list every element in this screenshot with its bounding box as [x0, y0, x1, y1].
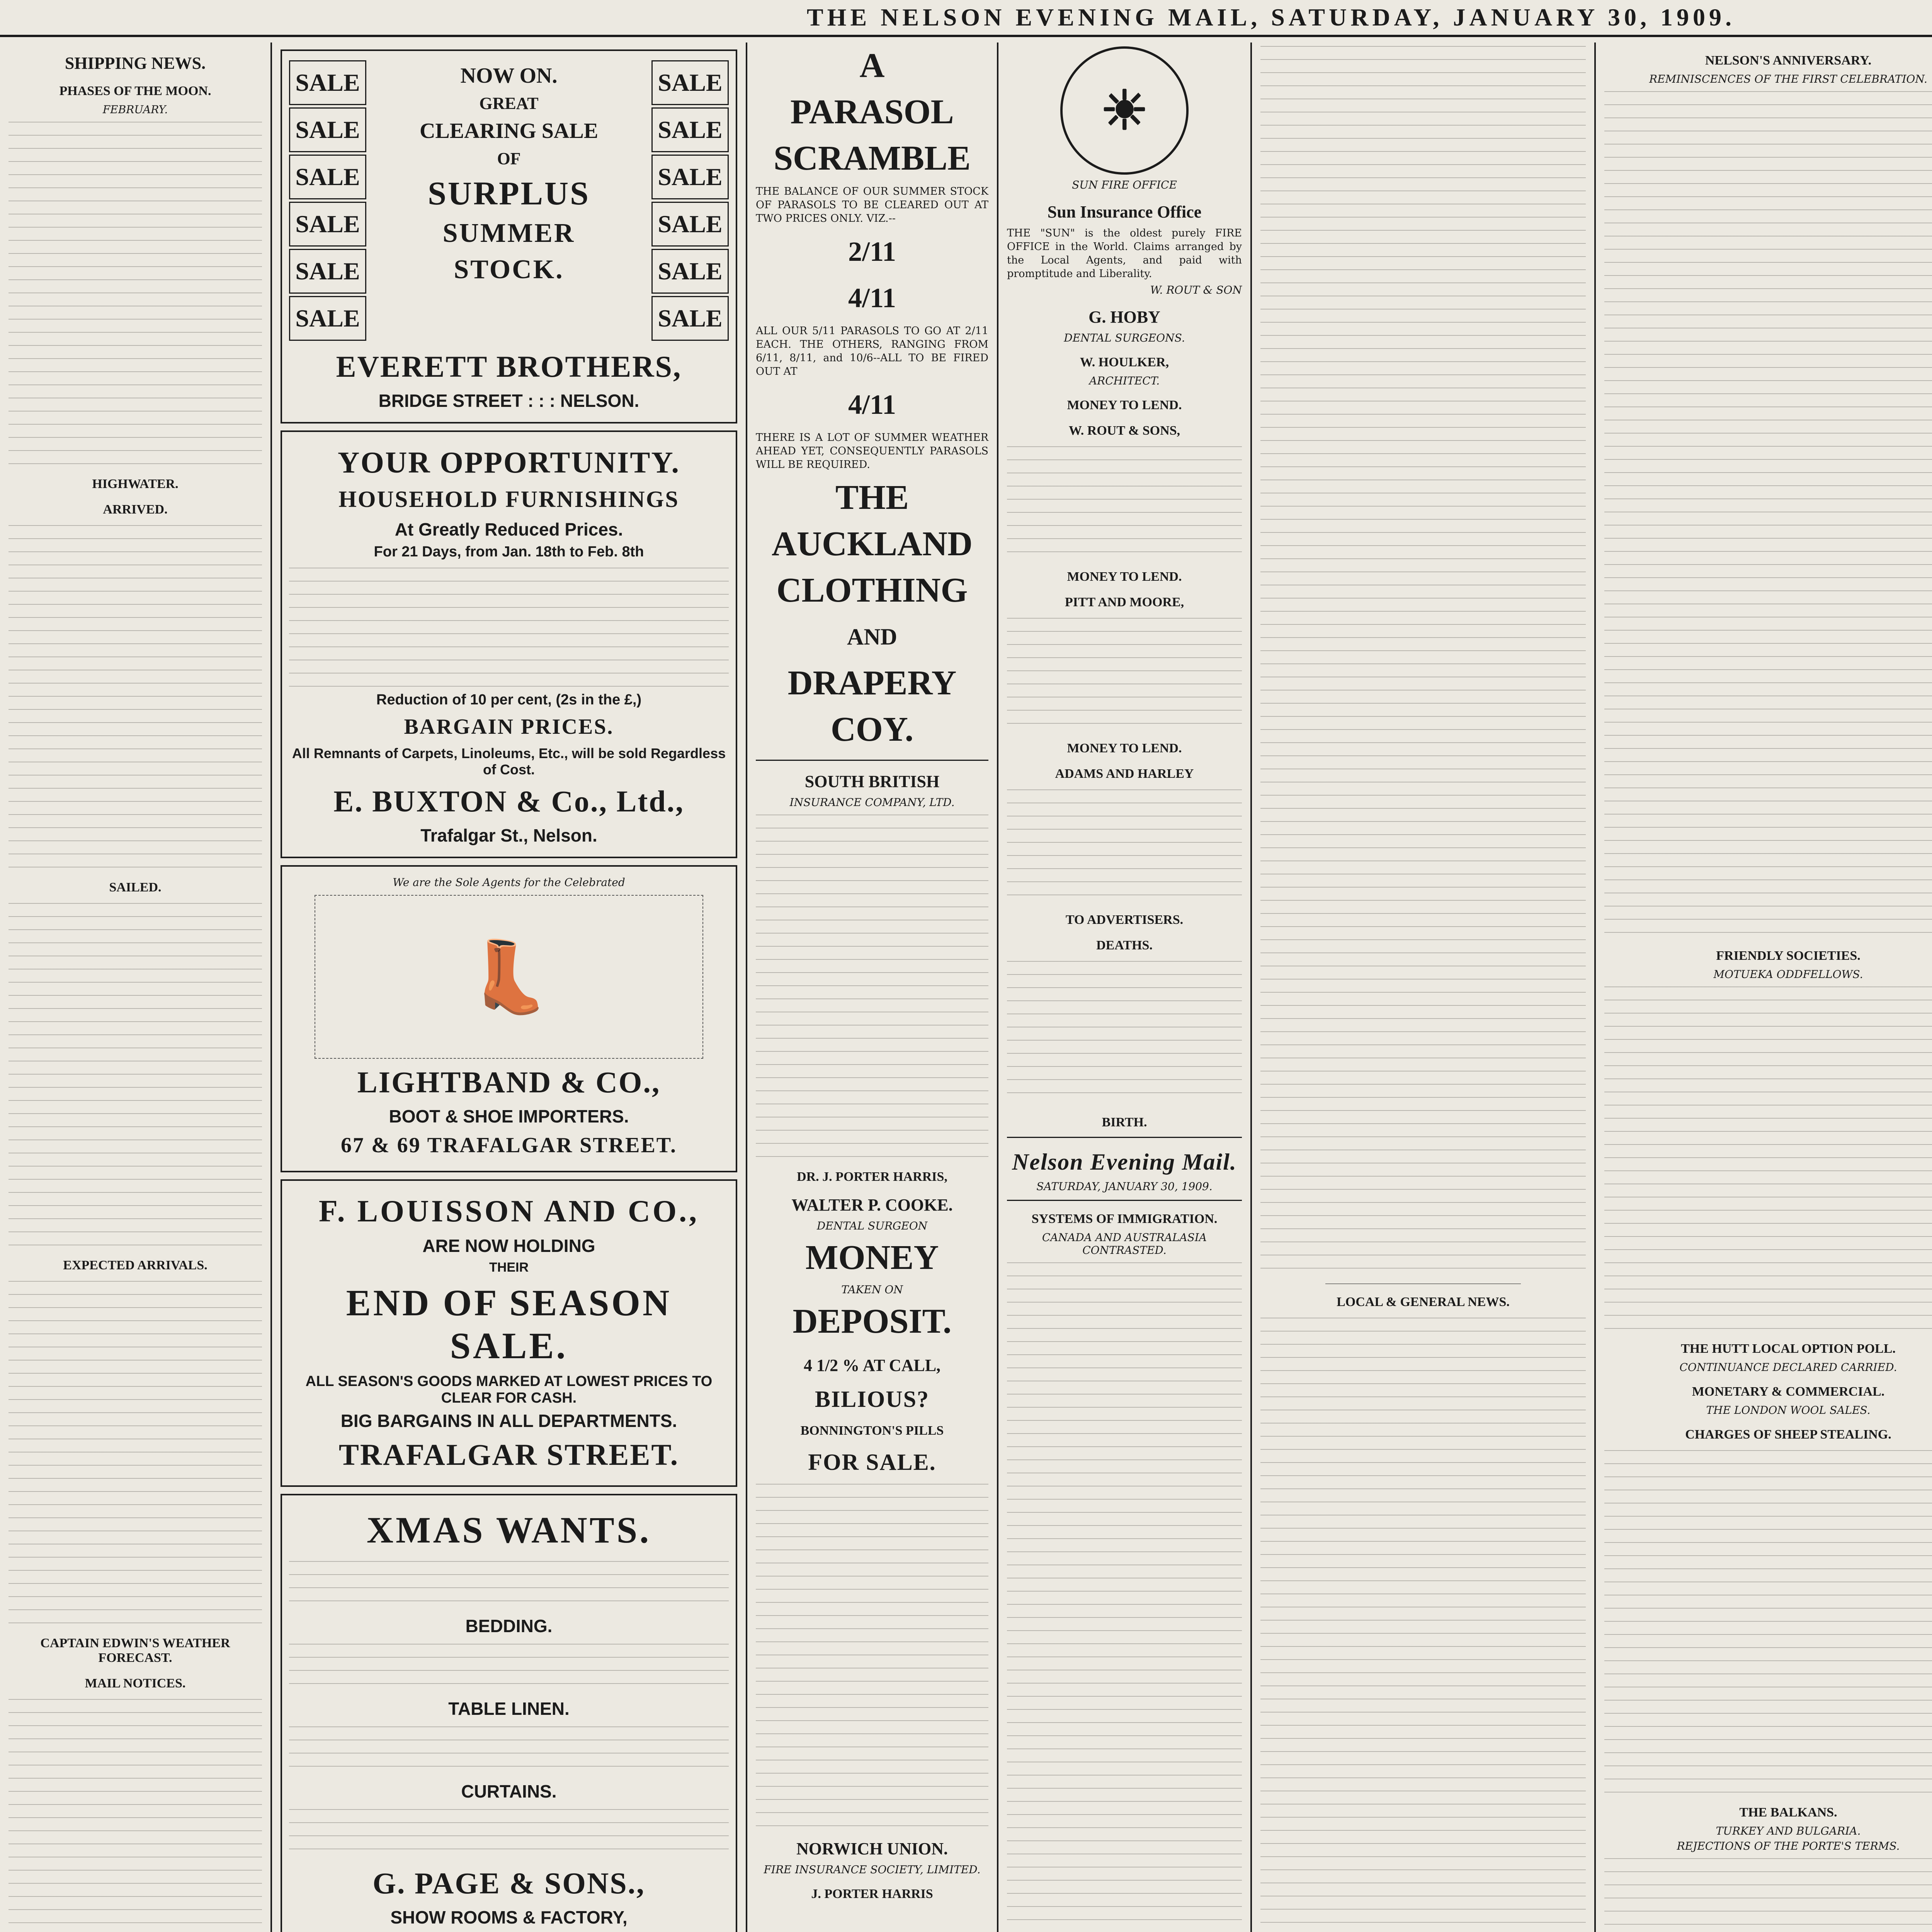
moon-month: FEBRUARY. — [102, 103, 168, 116]
price-1: 2/11 — [848, 236, 896, 267]
rejections: REJECTIONS OF THE PORTE'S TERMS. — [1677, 1840, 1900, 1852]
column-anniversary — [1596, 43, 1932, 1932]
money-lend-1: MONEY TO LEND. — [1067, 398, 1182, 412]
rout-text — [1007, 443, 1242, 559]
sale-ad — [281, 49, 737, 423]
curtains-text — [289, 1806, 729, 1860]
monetary-heading: MONETARY & COMMERCIAL. — [1692, 1384, 1885, 1399]
buxton-ad — [281, 430, 737, 858]
drapery: DRAPERY — [787, 664, 957, 702]
wool-sales: THE LONDON WOOL SALES. — [1706, 1404, 1871, 1417]
dental-surgeon: DENTAL SURGEON — [816, 1219, 928, 1232]
advertisers: TO ADVERTISERS. — [1065, 913, 1184, 927]
hoby: G. HOBY — [1088, 308, 1160, 327]
immigration-text — [1007, 1259, 1242, 1932]
anniversary-sub: REMINISCENCES OF THE FIRST CELEBRATION. — [1649, 73, 1927, 85]
price-3: 4/11 — [848, 389, 896, 420]
divider — [1007, 1200, 1242, 1201]
arrived-heading: ARRIVED. — [103, 502, 168, 517]
louisson-ad — [281, 1179, 737, 1487]
buxton: E. BUXTON & Co., Ltd., — [333, 784, 684, 818]
sale-word: SALE — [651, 60, 729, 105]
column-news — [1252, 43, 1596, 1932]
sheep-text — [1604, 1447, 1932, 1794]
turkey: TURKEY AND BULGARIA. — [1716, 1825, 1861, 1837]
issue-date: SATURDAY, JANUARY 30, 1909. — [1036, 1180, 1213, 1193]
parasol-body: THE BALANCE OF OUR SUMMER STOCK OF PARASOLS TO BE CLEARED OUT AT TWO PRICES ONLY. VIZ.-- — [756, 185, 988, 224]
motueka: MOTUEKA ODDFELLOWS. — [1713, 968, 1863, 981]
local-news-text — [1260, 1314, 1586, 1932]
clothing: CLOTHING — [776, 571, 968, 609]
now-holding: ARE NOW HOLDING — [422, 1236, 595, 1256]
sale-word: SALE — [651, 107, 729, 152]
sale-word: SALE — [651, 202, 729, 247]
column-adverts — [272, 43, 747, 1932]
lightband-addr: 67 & 69 TRAFALGAR STREET. — [341, 1133, 677, 1157]
walter-cooke: WALTER P. COOKE. — [791, 1196, 953, 1214]
deaths-text — [1007, 957, 1242, 1104]
hoby-sub: DENTAL SURGEONS. — [1064, 332, 1185, 344]
now-on: NOW ON. — [460, 64, 558, 88]
south-british: SOUTH BRITISH — [804, 772, 940, 791]
hutt-sub: CONTINUANCE DECLARED CARRIED. — [1679, 1361, 1897, 1374]
summer: SUMMER — [442, 218, 575, 248]
sale-word: SALE — [289, 60, 366, 105]
local-general-heading: LOCAL & GENERAL NEWS. — [1337, 1295, 1510, 1309]
insurance-text — [756, 811, 988, 1159]
rout-sons: W. ROUT & SONS, — [1068, 423, 1180, 438]
stock: STOCK. — [454, 255, 564, 284]
and: AND — [847, 624, 897, 650]
bilious: BILIOUS? — [815, 1386, 930, 1412]
sale-word: SALE — [651, 155, 729, 199]
masthead: THE NELSON EVENING MAIL, SATURDAY, JANUARY 30, 1909. — [0, 0, 1932, 37]
pitt-moore: PITT AND MOORE, — [1065, 595, 1184, 609]
clearing-sale: CLEARING SALE — [419, 119, 599, 143]
balkans-text — [1604, 1855, 1932, 1932]
remnants: All Remnants of Carpets, Linoleums, Etc., will be sold Regardless of Cost. — [292, 745, 726, 777]
rout-sign: W. ROUT & SON — [1150, 284, 1242, 296]
shipping-heading: SHIPPING NEWS. — [65, 54, 206, 73]
friendly-heading: FRIENDLY SOCIETIES. — [1716, 949, 1861, 963]
mail-logo: Nelson Evening Mail. — [1012, 1149, 1237, 1175]
taken-on: TAKEN ON — [841, 1283, 903, 1296]
sale-word: SALE — [651, 249, 729, 294]
adams-text — [1007, 786, 1242, 902]
big-bargains: BIG BARGAINS IN ALL DEPARTMENTS. — [340, 1411, 677, 1431]
houlker: W. HOULKER, — [1080, 355, 1169, 369]
mail-notices-heading: MAIL NOTICES. — [85, 1676, 186, 1690]
immigration-sub: CANADA AND AUSTRALASIA CONTRASTED. — [1042, 1231, 1207, 1257]
immigration-continued — [1260, 43, 1586, 1279]
money-lend-2: MONEY TO LEND. — [1067, 570, 1182, 584]
xmas: XMAS WANTS. — [366, 1509, 651, 1551]
sun-body: THE "SUN" is the oldest purely FIRE OFFICE in the World. Claims arranged by the Local Agents, and paid with promptitude and Liberality. — [1007, 227, 1242, 280]
surplus: SURPLUS — [428, 175, 590, 212]
end-season: END OF SEASON SALE. — [346, 1282, 672, 1366]
curtains: CURTAINS. — [461, 1781, 557, 1801]
for-sale-text — [756, 1480, 988, 1828]
sale-left-stack — [289, 58, 366, 343]
sheep-heading: CHARGES OF SHEEP STEALING. — [1685, 1427, 1891, 1442]
bedding-text — [289, 1640, 729, 1694]
deaths: DEATHS. — [1096, 938, 1153, 952]
anniversary-text — [1604, 88, 1932, 938]
parasol: PARASOL — [790, 93, 954, 131]
norwich-sub: FIRE INSURANCE SOCIETY, LIMITED. — [764, 1863, 981, 1876]
coy: COY. — [830, 710, 914, 748]
expected-arrivals-heading: EXPECTED ARRIVALS. — [63, 1258, 207, 1272]
buxton-text — [289, 564, 729, 688]
friendly-text — [1604, 983, 1932, 1331]
rate: 4 1/2 % AT CALL, — [803, 1356, 941, 1375]
deposit: DEPOSIT. — [793, 1302, 952, 1340]
column-editorial — [998, 43, 1252, 1932]
page-sub: SHOW ROOMS & FACTORY, — [390, 1907, 628, 1927]
sun-heading: Sun Insurance Office — [1047, 202, 1202, 221]
for-sale: FOR SALE. — [808, 1449, 936, 1475]
sailed-text — [9, 900, 262, 1247]
sale-word: SALE — [651, 296, 729, 341]
sun-fire-logo — [1060, 46, 1189, 175]
porter-harris: J. PORTER HARRIS — [811, 1887, 933, 1901]
parasol-body-3: THERE IS A LOT OF SUMMER WEATHER AHEAD YET, CONSEQUENTLY PARASOLS WILL BE REQUIRED. — [756, 432, 988, 471]
sun-icon: ☀ — [1100, 81, 1149, 141]
auckland: AUCKLAND — [771, 525, 973, 563]
price-2: 4/11 — [848, 282, 896, 313]
sale-word: SALE — [289, 296, 366, 341]
table-linen: TABLE LINEN. — [448, 1699, 570, 1719]
south-british-sub: INSURANCE COMPANY, LTD. — [789, 796, 955, 809]
hutt-heading: THE HUTT LOCAL OPTION POLL. — [1681, 1342, 1896, 1356]
xmas-text — [289, 1558, 729, 1612]
lightband: LIGHTBAND & CO., — [357, 1065, 661, 1099]
birth: BIRTH. — [1102, 1115, 1147, 1129]
money-lend-3: MONEY TO LEND. — [1067, 741, 1182, 755]
sale-word: SALE — [289, 249, 366, 294]
parasol-a: A — [859, 46, 885, 85]
pitt-text — [1007, 614, 1242, 730]
architect: ARCHITECT. — [1089, 374, 1160, 387]
scramble: SCRAMBLE — [773, 139, 971, 177]
divider — [1007, 1137, 1242, 1138]
trafalgar: TRAFALGAR STREET. — [338, 1438, 679, 1471]
moon-table-text — [9, 118, 262, 466]
their: THEIR — [489, 1260, 529, 1275]
all-goods: ALL SEASON'S GOODS MARKED AT LOWEST PRICES TO CLEAR FOR CASH. — [305, 1373, 713, 1406]
sailed-heading: SAILED. — [109, 880, 162, 895]
the: THE — [835, 478, 909, 517]
bonnington: BONNINGTON'S PILLS — [800, 1423, 944, 1438]
page-sons-ad — [281, 1494, 737, 1932]
buxton-addr: Trafalgar St., Nelson. — [420, 825, 597, 845]
louisson: F. LOUISSON AND CO., — [319, 1194, 699, 1228]
agents-line: We are the Sole Agents for the Celebrated — [393, 876, 625, 889]
of: OF — [497, 149, 521, 168]
weather-heading: CAPTAIN EDWIN'S WEATHER FORECAST. — [40, 1636, 230, 1665]
arrived-text — [9, 522, 262, 869]
immigration-heading: SYSTEMS OF IMMIGRATION. — [1031, 1212, 1218, 1226]
everett-addr: BRIDGE STREET : : : NELSON. — [378, 391, 639, 411]
lightband-sub: BOOT & SHOE IMPORTERS. — [389, 1106, 629, 1126]
reduced: At Greatly Reduced Prices. — [395, 519, 623, 539]
reduction: Reduction of 10 per cent, (2s in the £,) — [376, 692, 642, 708]
boot-icon: 👢 — [315, 895, 703, 1059]
dr-harris: DR. J. PORTER HARRIS, — [797, 1170, 947, 1184]
money: MONEY — [805, 1238, 939, 1277]
expected-text — [9, 1277, 262, 1625]
bargain: BARGAIN PRICES. — [404, 715, 614, 739]
sale-word: SALE — [289, 202, 366, 247]
parasol-body-2: ALL OUR 5/11 PARASOLS TO GO AT 2/11 EACH. THE OTHERS, RANGING FROM 6/11, 8/11, and 10/6--ALL TO BE FIRED OUT AT — [756, 325, 988, 378]
great: GREAT — [479, 94, 539, 113]
moon-phases-heading: PHASES OF THE MOON. — [59, 84, 211, 98]
everett: EVERETT BROTHERS, — [336, 350, 682, 383]
divider — [756, 760, 988, 761]
sale-word: SALE — [289, 107, 366, 152]
linen-text — [289, 1723, 729, 1777]
lightband-ad — [281, 865, 737, 1172]
days: For 21 Days, from Jan. 18th to Feb. 8th — [374, 544, 644, 560]
column-parasol — [747, 43, 998, 1932]
sale-main — [370, 58, 648, 343]
balkans-heading: THE BALKANS. — [1739, 1805, 1837, 1820]
page: G. PAGE & SONS., — [372, 1866, 645, 1900]
anniversary-heading: NELSON'S ANNIVERSARY. — [1705, 53, 1872, 68]
norwich: NORWICH UNION. — [796, 1839, 948, 1858]
column-shipping — [0, 43, 272, 1932]
sale-word: SALE — [289, 155, 366, 199]
highwater-heading: HIGHWATER. — [92, 477, 179, 491]
sun-ring: SUN FIRE OFFICE — [1072, 179, 1177, 191]
household: HOUSEHOLD FURNISHINGS — [338, 486, 679, 512]
adams-harley: ADAMS AND HARLEY — [1055, 767, 1194, 781]
mail-text — [9, 1696, 262, 1932]
opportunity: YOUR OPPORTUNITY. — [337, 446, 680, 479]
sale-right-stack — [651, 58, 729, 343]
bedding: BEDDING. — [465, 1616, 553, 1636]
